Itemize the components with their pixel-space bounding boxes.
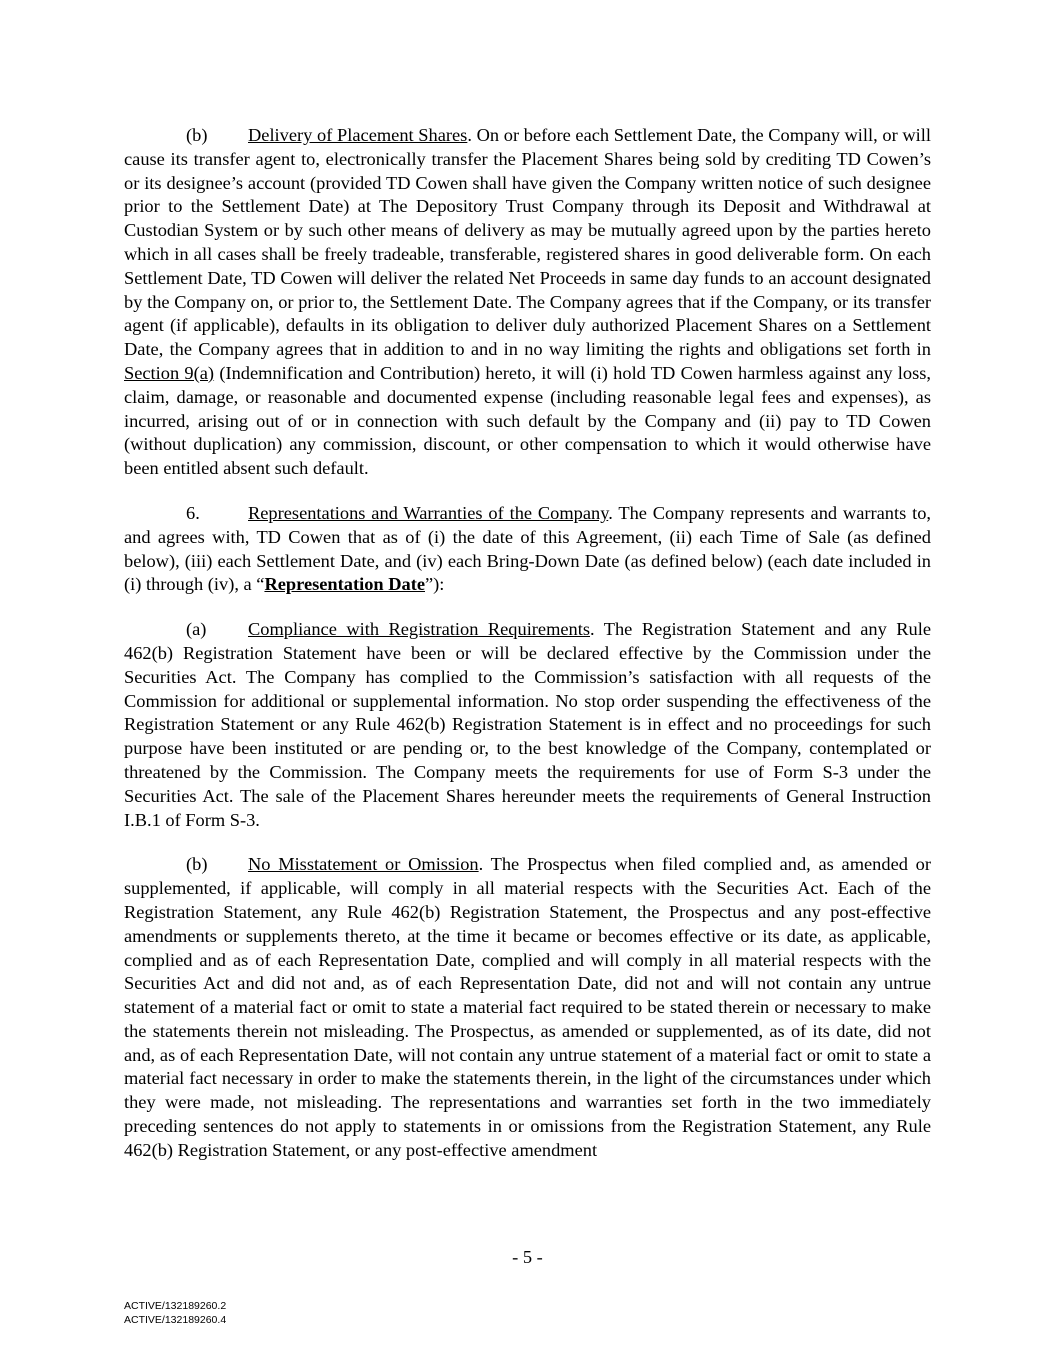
- paragraph-text: . On or before each Settlement Date, the Company will, or will cause its transfer agent to, electronically transfer the Placement Shares being sold by crediting TD Cowen’s or its designee’s account (provided TD Cowen shall have given the Company written notice of such designee prior to the Settlement Date) at The Depository Trust Company through its Deposit and Withdrawal at Custodian System or by such other means of delivery as may be mutually agreed upon by the parties hereto which in all cases shall be freely tradeable, transferable, registered shares in good deliverable form. On each Settlement Date, TD Cowen will deliver the related Net Proceeds in same day funds to an account designated by the Company on, or prior to, the Settlement Date. The Company agrees that if the Company, or its transfer agent (if applicable), defaults in its obligation to deliver duly authorized Placement Shares on a Settlement Date, the Company agrees that in addition to and in no way limiting the rights and obligations set forth in: [124, 125, 931, 360]
- paragraph-text: . The Company represents and warrants to, and agrees with, TD Cowen that as of (i) the date of this Agreement, (ii) each Time of Sale (as defined below), (iii) each Settlement Date, and (iv) each Bring-Down Date (as defined below) (each date included in (i) through (iv), a “: [124, 502, 931, 595]
- paragraph-number: (a): [186, 619, 207, 640]
- page-number: - 5 -: [512, 1247, 543, 1267]
- document-page: [124, 124, 931, 1184]
- paragraph-heading: Compliance with Registration Requirements: [248, 619, 591, 640]
- paragraph-number: (b): [186, 854, 208, 875]
- document-footer: [124, 1299, 226, 1327]
- paragraph-number: 6.: [186, 502, 200, 523]
- paragraph-no-misstatement-or-omission: [124, 853, 931, 1162]
- paragraph-text: . The Prospectus when filed complied and, as amended or supplemented, if applicable, will comply in all material respects with the Securities Act. Each of the Registration Statement, any Rule 462(b) Registration Statement, the Prospectus and any post-effective amendments or supplements thereto, at the time it became or becomes effective or its date, as applicable, complied and as of each Representation Date, complied and will comply in all material respects with the Securities Act and did not and, as of each Representation Date, did not and will not contain any untrue statement of a material fact or omit to state a material fact required to be stated therein or necessary to make the statements therein not misleading. The Prospectus, as amended or supplemented, as of its date, did not and, as of each Representation Date, will not contain any untrue statement of a material fact or omit to state a material fact necessary in order to make the statements therein, in the light of the circumstances under which they were made, not misleading. The representations and warranties set forth in the two immediately preceding sentences do not apply to statements in or omissions from the Registration Statement, any Rule 462(b) Registration Statement, or any post-effective amendment: [124, 854, 931, 1160]
- paragraph-heading: No Misstatement or Omission: [248, 854, 479, 875]
- paragraph-text: ”):: [425, 574, 445, 595]
- footer-doc-id: ACTIVE/132189260.2: [124, 1300, 227, 1312]
- footer-doc-id: ACTIVE/132189260.4: [124, 1314, 227, 1326]
- paragraph-text: . The Registration Statement and any Rule 462(b) Registration Statement have been or will be declared effective by the Commission under the Securities Act. The Company has complied to the Commission’s satisfaction with all requests of the Commission for additional or supplemental information. No stop order suspending the effectiveness of the Registration Statement or any Rule 462(b) Registration Statement is in effect and no proceedings for such purpose have been instituted or are pending or, to the best knowledge of the Company, contemplated or threatened by the Commission. The Company meets the requirements for use of Form S-3 under the Securities Act. The sale of the Placement Shares hereunder meets the requirements of General Instruction I.B.1 of Form S-3.: [124, 619, 931, 830]
- paragraph-heading: Delivery of Placement Shares: [248, 125, 468, 145]
- section-reference: Section 9(a): [124, 362, 215, 383]
- defined-term: Representation Date: [264, 574, 425, 595]
- paragraph-number: (b): [186, 125, 208, 145]
- paragraph-text: (Indemnification and Contribution) hereto, it will (i) hold TD Cowen harmless against any loss, claim, damage, or reasonable and documented expense (including reasonable legal fees and expenses), as incurred, arising out of or in connection with such default by the Company and (ii) pay to TD Cowen (without duplication) any commission, discount, or other compensation to which it would otherwise have been entitled absent such default.: [124, 362, 931, 479]
- paragraph-representations-and-warranties: [124, 502, 931, 597]
- paragraph-delivery-of-placement-shares: [124, 124, 931, 481]
- paragraph-heading: Representations and Warranties of the Company: [248, 502, 609, 523]
- paragraph-compliance-with-registration: [124, 618, 931, 832]
